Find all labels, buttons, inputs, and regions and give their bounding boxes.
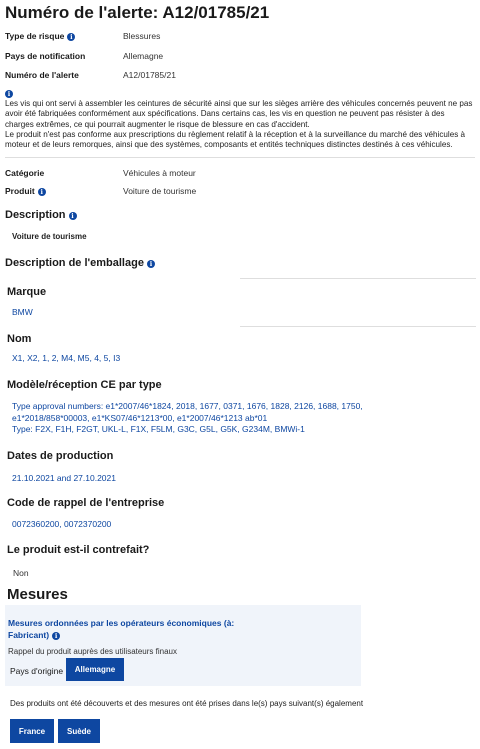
info-icon[interactable]: i: [147, 260, 155, 268]
measure-action: Rappel du produit auprès des utilisateurs finaux: [8, 647, 177, 656]
notifying-country-value: Allemagne: [123, 51, 164, 61]
name-value: X1, X2, 1, 2, M4, M5, 4, 5, I3: [12, 353, 121, 363]
info-icon[interactable]: i: [38, 188, 46, 196]
model-value: [12, 401, 472, 436]
divider: [5, 157, 475, 158]
page-title: Numéro de l'alerte: A12/01785/21: [5, 3, 270, 22]
category-label: Catégorie: [5, 168, 45, 178]
name-heading: Nom: [7, 333, 32, 345]
country-button-france[interactable]: France: [10, 719, 54, 743]
risk-description-text: Les vis qui ont servi à assembler les ceintures de sécurité ainsi que sur les sièges arrière des véhicules concernés peuvent ne pas avoir été fabriquées conformément aux spécifications. Dans certains cas, les vis en question ne peuvent pas résister à des charges extrêmes, ce qui pourrait augmenter le risque de blessure en cas d'accident.: [5, 99, 473, 129]
info-icon[interactable]: i: [69, 212, 77, 220]
alert-number-label: Numéro de l'alerte: [5, 70, 79, 80]
brand-heading: Marque: [7, 286, 47, 298]
production-value: 21.10.2021 and 27.10.2021: [12, 473, 116, 483]
description-heading-text: Description: [5, 209, 66, 221]
risk-description: [5, 99, 475, 150]
risk-type-label: Type de risque: [5, 31, 65, 41]
product-label-wrap: [5, 186, 46, 196]
measures-heading: Mesures: [7, 586, 68, 603]
origin-country-label: Pays d'origine: [10, 666, 64, 676]
type-approval-line: Type approval numbers: e1*2007/46*1824, 2018, 1677, 0371, 1676, 1828, 2126, 1688, 1750,: [12, 401, 363, 411]
model-heading: Modèle/réception CE par type: [7, 379, 162, 391]
brand-value: BMW: [12, 307, 33, 317]
type-line: Type: F2X, F1H, F2GT, UKL-L, F1X, F5LM, G3C, G5L, G5K, G234M, BMWi-1: [12, 424, 305, 434]
country-button-suede[interactable]: Suède: [58, 719, 100, 743]
divider: [240, 326, 476, 327]
ordered-measures-title-text: Mesures ordonnées par les opérateurs économiques (à: Fabricant): [8, 618, 235, 640]
ordered-measures-title: [8, 618, 248, 641]
origin-country-button[interactable]: Allemagne: [66, 658, 124, 681]
other-countries-text: Des produits ont été découverts et des mesures ont été prises dans le(s) pays suivant(s) également: [10, 699, 364, 708]
info-icon[interactable]: i: [52, 632, 60, 640]
recall-value: 0072360200, 0072370200: [12, 519, 112, 529]
info-icon[interactable]: i: [5, 90, 13, 98]
recall-heading: Code de rappel de l'entreprise: [7, 497, 165, 509]
alert-number-value: A12/01785/21: [123, 70, 176, 80]
type-approval-line: e1*2018/858*00003, e1*KS07/46*1213*00, e1*2007/46*1213 ab*01: [12, 412, 268, 423]
divider: [240, 278, 476, 279]
description-value: Voiture de tourisme: [12, 232, 87, 241]
info-icon[interactable]: i: [67, 33, 75, 41]
packaging-heading: [5, 257, 155, 269]
non-compliance-text: Le produit n'est pas conforme aux prescriptions du règlement relatif à la réception et à la surveillance du marché des véhicules à moteur et de leurs remorques, ainsi que des systèmes, composants et entités techniques distinctes destinés à ces véhicules.: [5, 129, 465, 150]
product-label: Produit: [5, 186, 35, 196]
notifying-country-label: Pays de notification: [5, 51, 86, 61]
description-heading: [5, 209, 77, 221]
counterfeit-heading: Le produit est-il contrefait?: [7, 544, 150, 556]
category-value: Véhicules à moteur: [123, 168, 196, 178]
product-value: Voiture de tourisme: [123, 186, 197, 196]
risk-type-value: Blessures: [123, 31, 161, 41]
counterfeit-value: Non: [13, 568, 29, 578]
packaging-heading-text: Description de l'emballage: [5, 257, 144, 269]
risk-type-label-wrap: [5, 31, 75, 41]
production-heading: Dates de production: [7, 450, 114, 462]
